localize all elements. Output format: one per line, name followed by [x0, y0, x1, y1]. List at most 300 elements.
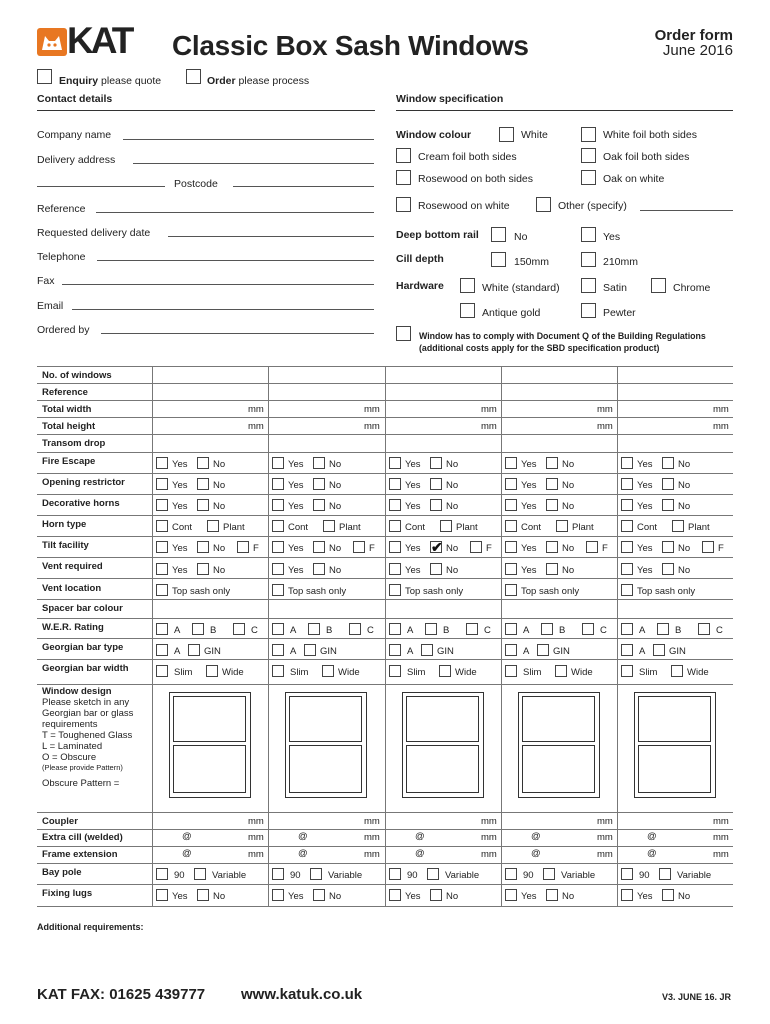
col1-gbar-a-label: A: [174, 646, 181, 657]
col2-gbar-a-label: A: [290, 646, 297, 657]
col4-gbar-wide-label: Wide: [571, 667, 593, 678]
col2-bay-variable-label: Variable: [328, 870, 363, 881]
order-hint: please process: [238, 75, 310, 87]
col3-extra-cill-at: @: [415, 831, 425, 842]
col3-fire-escape-no-label: No: [446, 459, 459, 470]
col3-tilt-f-checkbox[interactable]: [470, 541, 482, 553]
col2-fire-escape-yes-label: Yes: [288, 459, 304, 470]
company-name-field[interactable]: [123, 139, 374, 140]
col1-gbar-a-checkbox[interactable]: [156, 644, 168, 656]
col1-bay-variable-label: Variable: [212, 870, 247, 881]
reference-field[interactable]: [96, 212, 374, 213]
col3-bay-90-checkbox[interactable]: [389, 868, 401, 880]
col5-vent-required-no-checkbox[interactable]: [662, 563, 674, 575]
col2-bay-90-label: 90: [290, 870, 301, 881]
col1-tilt-no-label: No: [213, 543, 226, 554]
col3-gbar-slim-label: Slim: [407, 667, 426, 678]
col1-tilt-no-checkbox[interactable]: [197, 541, 209, 553]
col5-window-sketch[interactable]: [634, 692, 716, 798]
design-note-0: Please sketch in any: [42, 697, 130, 708]
col2-gbar-slim-label: Slim: [290, 667, 309, 678]
col2-horn-plant-checkbox[interactable]: [323, 520, 335, 532]
row-label-extra-cill: Extra cill (welded): [42, 832, 123, 843]
col1-wer-b-checkbox[interactable]: [192, 623, 204, 635]
col3-vent-required-yes-checkbox[interactable]: [389, 563, 401, 575]
col4-wer-a-label: A: [523, 625, 530, 636]
col4-fire-escape-yes-checkbox[interactable]: [505, 457, 517, 469]
col3-decorative-horns-yes-checkbox[interactable]: [389, 499, 401, 511]
col2-bay-90-checkbox[interactable]: [272, 868, 284, 880]
col5-fire-escape-yes-checkbox[interactable]: [621, 457, 633, 469]
col2-gbar-a-checkbox[interactable]: [272, 644, 284, 656]
col2-wer-a-checkbox[interactable]: [272, 623, 284, 635]
col5-decorative-horns-no-checkbox[interactable]: [662, 499, 674, 511]
col5-tilt-yes-checkbox[interactable]: [621, 541, 633, 553]
col2-gbar-slim-checkbox[interactable]: [272, 665, 284, 677]
col2-tilt-f-checkbox[interactable]: [353, 541, 365, 553]
col5-gbar-a-checkbox[interactable]: [621, 644, 633, 656]
col3-gbar-a-checkbox[interactable]: [389, 644, 401, 656]
col5-opening-restrictor-yes-checkbox[interactable]: [621, 478, 633, 490]
ordered-by-field[interactable]: [101, 333, 374, 334]
col2-horn-plant-label: Plant: [339, 522, 361, 533]
col5-tilt-f-checkbox[interactable]: [702, 541, 714, 553]
row-label-wer-rating: W.E.R. Rating: [42, 622, 104, 633]
col5-opening-restrictor-no-checkbox[interactable]: [662, 478, 674, 490]
col2-horn-cont-checkbox[interactable]: [272, 520, 284, 532]
col4-decorative-horns-yes-checkbox[interactable]: [505, 499, 517, 511]
col1-vent-top-sash-label: Top sash only: [172, 586, 231, 597]
colour-oak-foil-checkbox[interactable]: [581, 148, 596, 163]
col4-bay-90-label: 90: [523, 870, 534, 881]
col4-wer-c-label: C: [600, 625, 607, 636]
col3-horn-cont-checkbox[interactable]: [389, 520, 401, 532]
col3-fixing-lugs-yes-checkbox[interactable]: [389, 889, 401, 901]
col4-gbar-slim-checkbox[interactable]: [505, 665, 517, 677]
col5-wer-b-checkbox[interactable]: [657, 623, 669, 635]
colour-rosewood-both-label: Rosewood on both sides: [418, 173, 533, 185]
col5-frame-extension-at: @: [647, 848, 657, 859]
col1-vent-required-yes-checkbox[interactable]: [156, 563, 168, 575]
col2-extra-cill-at: @: [298, 831, 308, 842]
col4-vent-top-sash-checkbox[interactable]: [505, 584, 517, 596]
delivery-address-field-2[interactable]: [37, 186, 165, 187]
col2-vent-required-yes-label: Yes: [288, 565, 304, 576]
col5-vent-required-yes-checkbox[interactable]: [621, 563, 633, 575]
col5-wer-a-checkbox[interactable]: [621, 623, 633, 635]
col4-wer-a-checkbox[interactable]: [505, 623, 517, 635]
design-note-3: T = Toughened Glass: [42, 730, 133, 741]
col5-gbar-gin-label: GIN: [669, 646, 686, 657]
col5-fixing-lugs-yes-checkbox[interactable]: [621, 889, 633, 901]
col4-wer-c-checkbox[interactable]: [582, 623, 594, 635]
col3-wer-a-checkbox[interactable]: [389, 623, 401, 635]
col5-decorative-horns-yes-checkbox[interactable]: [621, 499, 633, 511]
col1-wer-a-checkbox[interactable]: [156, 623, 168, 635]
col4-frame-extension-unit: mm: [597, 849, 613, 860]
col5-opening-restrictor-yes-label: Yes: [637, 480, 653, 491]
col4-opening-restrictor-yes-label: Yes: [521, 480, 537, 491]
col2-wer-a-label: A: [290, 625, 297, 636]
col2-fixing-lugs-yes-checkbox[interactable]: [272, 889, 284, 901]
col4-fire-escape-no-checkbox[interactable]: [546, 457, 558, 469]
col1-window-sketch[interactable]: [169, 692, 251, 798]
deep-rail-yes-checkbox[interactable]: [581, 227, 596, 242]
col5-vent-required-yes-label: Yes: [637, 565, 653, 576]
col1-horn-plant-label: Plant: [223, 522, 245, 533]
col4-gbar-gin-checkbox[interactable]: [537, 644, 549, 656]
colour-white-checkbox[interactable]: [499, 127, 514, 142]
col4-bay-variable-checkbox[interactable]: [543, 868, 555, 880]
col2-frame-extension-at: @: [298, 848, 308, 859]
col1-tilt-yes-label: Yes: [172, 543, 188, 554]
col3-gbar-wide-label: Wide: [455, 667, 477, 678]
col4-horn-cont-label: Cont: [521, 522, 542, 533]
col2-gbar-gin-checkbox[interactable]: [304, 644, 316, 656]
col5-total-width-unit: mm: [713, 404, 729, 415]
order-checkbox[interactable]: [186, 69, 201, 84]
design-note-4: L = Laminated: [42, 741, 103, 752]
col4-wer-b-checkbox[interactable]: [541, 623, 553, 635]
fax-field[interactable]: [62, 284, 374, 285]
col4-gbar-wide-checkbox[interactable]: [555, 665, 567, 677]
cill-150-checkbox[interactable]: [491, 252, 506, 267]
doc-q-checkbox[interactable]: [396, 326, 411, 341]
col4-opening-restrictor-no-checkbox[interactable]: [546, 478, 558, 490]
col3-opening-restrictor-yes-checkbox[interactable]: [389, 478, 401, 490]
telephone-field[interactable]: [97, 260, 374, 261]
hw-gold-checkbox[interactable]: [460, 303, 475, 318]
col2-tilt-yes-checkbox[interactable]: [272, 541, 284, 553]
col4-vent-required-yes-checkbox[interactable]: [505, 563, 517, 575]
col3-bay-variable-checkbox[interactable]: [427, 868, 439, 880]
col2-tilt-no-label: No: [329, 543, 342, 554]
design-note-2: requirements: [42, 719, 98, 730]
col2-opening-restrictor-yes-label: Yes: [288, 480, 304, 491]
col2-gbar-wide-label: Wide: [338, 667, 360, 678]
colour-white-foil-label: White foil both sides: [603, 129, 697, 141]
colour-white-label: White: [521, 129, 548, 141]
col3-vent-required-yes-label: Yes: [405, 565, 421, 576]
col4-window-sketch[interactable]: [518, 692, 600, 798]
postcode-label: Postcode: [174, 178, 218, 190]
col2-opening-restrictor-yes-checkbox[interactable]: [272, 478, 284, 490]
col5-tilt-no-label: No: [678, 543, 691, 554]
col3-window-sketch[interactable]: [402, 692, 484, 798]
col5-fire-escape-yes-label: Yes: [637, 459, 653, 470]
col3-vent-top-sash-checkbox[interactable]: [389, 584, 401, 596]
col3-wer-c-checkbox[interactable]: [466, 623, 478, 635]
col1-horn-cont-label: Cont: [172, 522, 193, 533]
colour-other-label: Other (specify): [558, 200, 627, 212]
col4-gbar-a-checkbox[interactable]: [505, 644, 517, 656]
col5-opening-restrictor-no-label: No: [678, 480, 691, 491]
col3-fire-escape-yes-checkbox[interactable]: [389, 457, 401, 469]
col5-extra-cill-unit: mm: [713, 832, 729, 843]
col5-gbar-slim-label: Slim: [639, 667, 658, 678]
row-label-transom-drop: Transom drop: [42, 438, 106, 449]
colour-cream-foil-checkbox[interactable]: [396, 148, 411, 163]
col1-tilt-yes-checkbox[interactable]: [156, 541, 168, 553]
col3-opening-restrictor-no-label: No: [446, 480, 459, 491]
col3-gbar-gin-checkbox[interactable]: [421, 644, 433, 656]
col3-frame-extension-unit: mm: [481, 849, 497, 860]
col4-fixing-lugs-yes-checkbox[interactable]: [505, 889, 517, 901]
col4-bay-variable-label: Variable: [561, 870, 596, 881]
col4-total-width-unit: mm: [597, 404, 613, 415]
row-label-fixing-lugs: Fixing lugs: [42, 888, 93, 899]
col1-gbar-wide-checkbox[interactable]: [206, 665, 218, 677]
col3-fixing-lugs-no-checkbox[interactable]: [430, 889, 442, 901]
col5-vent-required-no-label: No: [678, 565, 691, 576]
row-label-bay-pole: Bay pole: [42, 867, 82, 878]
col3-tilt-no-label: No: [446, 543, 459, 554]
col1-horn-cont-checkbox[interactable]: [156, 520, 168, 532]
colour-other-field[interactable]: [640, 210, 733, 211]
col3-tilt-yes-checkbox[interactable]: [389, 541, 401, 553]
col1-fire-escape-yes-checkbox[interactable]: [156, 457, 168, 469]
row-label-fire-escape: Fire Escape: [42, 456, 96, 467]
col3-decorative-horns-no-checkbox[interactable]: [430, 499, 442, 511]
col2-tilt-yes-label: Yes: [288, 543, 304, 554]
colour-white-foil-checkbox[interactable]: [581, 127, 596, 142]
deep-rail-no-checkbox[interactable]: [491, 227, 506, 242]
col4-fixing-lugs-no-checkbox[interactable]: [546, 889, 558, 901]
col2-tilt-f-label: F: [369, 543, 375, 554]
delivery-address-field[interactable]: [133, 163, 374, 164]
col3-wer-a-label: A: [407, 625, 414, 636]
hw-white-label: White (standard): [482, 282, 560, 294]
col5-extra-cill-at: @: [647, 831, 657, 842]
col2-wer-b-checkbox[interactable]: [308, 623, 320, 635]
email-field[interactable]: [72, 309, 374, 310]
col1-gbar-gin-checkbox[interactable]: [188, 644, 200, 656]
col1-decorative-horns-yes-checkbox[interactable]: [156, 499, 168, 511]
col4-tilt-yes-checkbox[interactable]: [505, 541, 517, 553]
col3-wer-b-checkbox[interactable]: [425, 623, 437, 635]
hw-satin-checkbox[interactable]: [581, 278, 596, 293]
col3-horn-plant-checkbox[interactable]: [440, 520, 452, 532]
col1-wer-a-label: A: [174, 625, 181, 636]
col1-vent-top-sash-checkbox[interactable]: [156, 584, 168, 596]
col1-opening-restrictor-yes-label: Yes: [172, 480, 188, 491]
colour-rosewood-white-checkbox[interactable]: [396, 197, 411, 212]
col3-frame-extension-at: @: [415, 848, 425, 859]
col1-tilt-f-checkbox[interactable]: [237, 541, 249, 553]
col1-bay-variable-checkbox[interactable]: [194, 868, 206, 880]
col5-gbar-gin-checkbox[interactable]: [653, 644, 665, 656]
col1-opening-restrictor-no-label: No: [213, 480, 226, 491]
col1-gbar-slim-label: Slim: [174, 667, 193, 678]
row-label-opening-restrictor: Opening restrictor: [42, 477, 125, 488]
footer-fax: KAT FAX: 01625 439777: [37, 986, 206, 1003]
col5-bay-variable-checkbox[interactable]: [659, 868, 671, 880]
col5-decorative-horns-yes-label: Yes: [637, 501, 653, 512]
telephone-label: Telephone: [37, 251, 86, 263]
col2-total-width-unit: mm: [364, 404, 380, 415]
col2-vent-top-sash-checkbox[interactable]: [272, 584, 284, 596]
col5-bay-90-label: 90: [639, 870, 650, 881]
col1-decorative-horns-no-checkbox[interactable]: [197, 499, 209, 511]
hw-chrome-label: Chrome: [673, 282, 711, 294]
col2-horn-cont-label: Cont: [288, 522, 309, 533]
col2-decorative-horns-yes-checkbox[interactable]: [272, 499, 284, 511]
col1-wer-c-checkbox[interactable]: [233, 623, 245, 635]
col1-bay-90-checkbox[interactable]: [156, 868, 168, 880]
col5-fire-escape-no-checkbox[interactable]: [662, 457, 674, 469]
logo-text: KAT: [67, 20, 132, 61]
row-label-frame-extension: Frame extension: [42, 849, 118, 860]
delivery-address-label: Delivery address: [37, 154, 116, 166]
row-label-coupler: Coupler: [42, 816, 78, 827]
col1-gbar-slim-checkbox[interactable]: [156, 665, 168, 677]
col3-vent-required-no-checkbox[interactable]: [430, 563, 442, 575]
col3-gbar-gin-label: GIN: [437, 646, 454, 657]
cill-210-checkbox[interactable]: [581, 252, 596, 267]
col4-tilt-f-checkbox[interactable]: [586, 541, 598, 553]
col2-vent-required-no-checkbox[interactable]: [313, 563, 325, 575]
col5-frame-extension-unit: mm: [713, 849, 729, 860]
col1-opening-restrictor-yes-checkbox[interactable]: [156, 478, 168, 490]
col2-decorative-horns-no-checkbox[interactable]: [313, 499, 325, 511]
col2-fire-escape-yes-checkbox[interactable]: [272, 457, 284, 469]
col2-opening-restrictor-no-checkbox[interactable]: [313, 478, 325, 490]
col5-fixing-lugs-no-label: No: [678, 891, 691, 902]
col2-window-sketch[interactable]: [285, 692, 367, 798]
fax-label: Fax: [37, 275, 55, 287]
hw-chrome-checkbox[interactable]: [651, 278, 666, 293]
col3-fire-escape-no-checkbox[interactable]: [430, 457, 442, 469]
col1-coupler-unit: mm: [248, 816, 264, 827]
row-label-reference: Reference: [42, 387, 88, 398]
col4-decorative-horns-no-label: No: [562, 501, 575, 512]
col4-horn-plant-checkbox[interactable]: [556, 520, 568, 532]
col5-wer-c-checkbox[interactable]: [698, 623, 710, 635]
col1-total-width-unit: mm: [248, 404, 264, 415]
col1-vent-required-no-checkbox[interactable]: [197, 563, 209, 575]
col5-gbar-slim-checkbox[interactable]: [621, 665, 633, 677]
col4-coupler-unit: mm: [597, 816, 613, 827]
cill-depth-label: Cill depth: [396, 253, 444, 265]
cill-210-label: 210mm: [603, 256, 639, 268]
col5-fixing-lugs-no-checkbox[interactable]: [662, 889, 674, 901]
row-label-total-width: Total width: [42, 404, 92, 415]
col1-tilt-f-label: F: [253, 543, 259, 554]
col2-vent-required-yes-checkbox[interactable]: [272, 563, 284, 575]
col1-opening-restrictor-no-checkbox[interactable]: [197, 478, 209, 490]
enquiry-checkbox[interactable]: [37, 69, 52, 84]
col4-frame-extension-at: @: [531, 848, 541, 859]
enquiry-hint: please quote: [101, 75, 162, 87]
col1-extra-cill-at: @: [182, 831, 192, 842]
deep-rail-no-label: No: [514, 231, 528, 243]
col4-bay-90-checkbox[interactable]: [505, 868, 517, 880]
colour-rosewood-both-checkbox[interactable]: [396, 170, 411, 185]
col5-gbar-wide-checkbox[interactable]: [671, 665, 683, 677]
col4-decorative-horns-no-checkbox[interactable]: [546, 499, 558, 511]
col3-fixing-lugs-no-label: No: [446, 891, 459, 902]
col4-fixing-lugs-yes-label: Yes: [521, 891, 537, 902]
col5-vent-top-sash-checkbox[interactable]: [621, 584, 633, 596]
hw-satin-label: Satin: [603, 282, 627, 294]
postcode-field[interactable]: [233, 186, 374, 187]
col4-opening-restrictor-yes-checkbox[interactable]: [505, 478, 517, 490]
col3-gbar-slim-checkbox[interactable]: [389, 665, 401, 677]
col2-coupler-unit: mm: [364, 816, 380, 827]
col4-tilt-no-checkbox[interactable]: [546, 541, 558, 553]
col5-horn-plant-checkbox[interactable]: [672, 520, 684, 532]
col4-vent-required-no-label: No: [562, 565, 575, 576]
col1-fire-escape-no-checkbox[interactable]: [197, 457, 209, 469]
hw-white-checkbox[interactable]: [460, 278, 475, 293]
deep-bottom-rail-label: Deep bottom rail: [396, 229, 479, 241]
col5-tilt-no-checkbox[interactable]: [662, 541, 674, 553]
col4-horn-cont-checkbox[interactable]: [505, 520, 517, 532]
col3-total-width-unit: mm: [481, 404, 497, 415]
col2-total-height-unit: mm: [364, 421, 380, 432]
col5-horn-cont-checkbox[interactable]: [621, 520, 633, 532]
col1-vent-required-yes-label: Yes: [172, 565, 188, 576]
col2-fire-escape-no-checkbox[interactable]: [313, 457, 325, 469]
row-label-window-design: Window design: [42, 686, 112, 697]
col4-extra-cill-unit: mm: [597, 832, 613, 843]
form-date: June 2016: [662, 42, 733, 59]
footer-website[interactable]: www.katuk.co.uk: [241, 986, 363, 1003]
row-label-georgian-bar-type: Georgian bar type: [42, 642, 124, 653]
col4-fire-escape-no-label: No: [562, 459, 575, 470]
colour-oak-white-checkbox[interactable]: [581, 170, 596, 185]
col2-wer-c-checkbox[interactable]: [349, 623, 361, 635]
row-label-spacer-bar-colour: Spacer bar colour: [42, 603, 123, 614]
col2-bay-variable-checkbox[interactable]: [310, 868, 322, 880]
col3-horn-cont-label: Cont: [405, 522, 426, 533]
col3-wer-b-label: B: [443, 625, 450, 636]
col1-fixing-lugs-no-checkbox[interactable]: [197, 889, 209, 901]
col3-extra-cill-unit: mm: [481, 832, 497, 843]
col4-wer-b-label: B: [559, 625, 566, 636]
hardware-label: Hardware: [396, 280, 444, 292]
col1-decorative-horns-yes-label: Yes: [172, 501, 188, 512]
col3-gbar-wide-checkbox[interactable]: [439, 665, 451, 677]
col5-bay-90-checkbox[interactable]: [621, 868, 633, 880]
col1-horn-plant-checkbox[interactable]: [207, 520, 219, 532]
col4-gbar-a-label: A: [523, 646, 530, 657]
design-note-1: Georgian bar or glass: [42, 708, 134, 719]
col4-vent-required-no-checkbox[interactable]: [546, 563, 558, 575]
window-colour-label: Window colour: [396, 129, 472, 141]
col1-fixing-lugs-yes-checkbox[interactable]: [156, 889, 168, 901]
colour-oak-white-label: Oak on white: [603, 173, 665, 185]
colour-other-checkbox[interactable]: [536, 197, 551, 212]
col3-opening-restrictor-no-checkbox[interactable]: [430, 478, 442, 490]
col4-fixing-lugs-no-label: No: [562, 891, 575, 902]
requested-delivery-field[interactable]: [168, 236, 374, 237]
col1-vent-required-no-label: No: [213, 565, 226, 576]
col2-tilt-no-checkbox[interactable]: [313, 541, 325, 553]
col5-gbar-wide-label: Wide: [687, 667, 709, 678]
col2-gbar-wide-checkbox[interactable]: [322, 665, 334, 677]
hw-pewter-label: Pewter: [603, 307, 636, 319]
col2-fixing-lugs-no-checkbox[interactable]: [313, 889, 325, 901]
row-label-vent-location: Vent location: [42, 583, 102, 594]
company-name-label: Company name: [37, 129, 112, 141]
col4-decorative-horns-yes-label: Yes: [521, 501, 537, 512]
col5-tilt-f-label: F: [718, 543, 724, 554]
col1-total-height-unit: mm: [248, 421, 264, 432]
kat-logo: [37, 20, 153, 61]
hw-pewter-checkbox[interactable]: [581, 303, 596, 318]
col4-extra-cill-at: @: [531, 831, 541, 842]
